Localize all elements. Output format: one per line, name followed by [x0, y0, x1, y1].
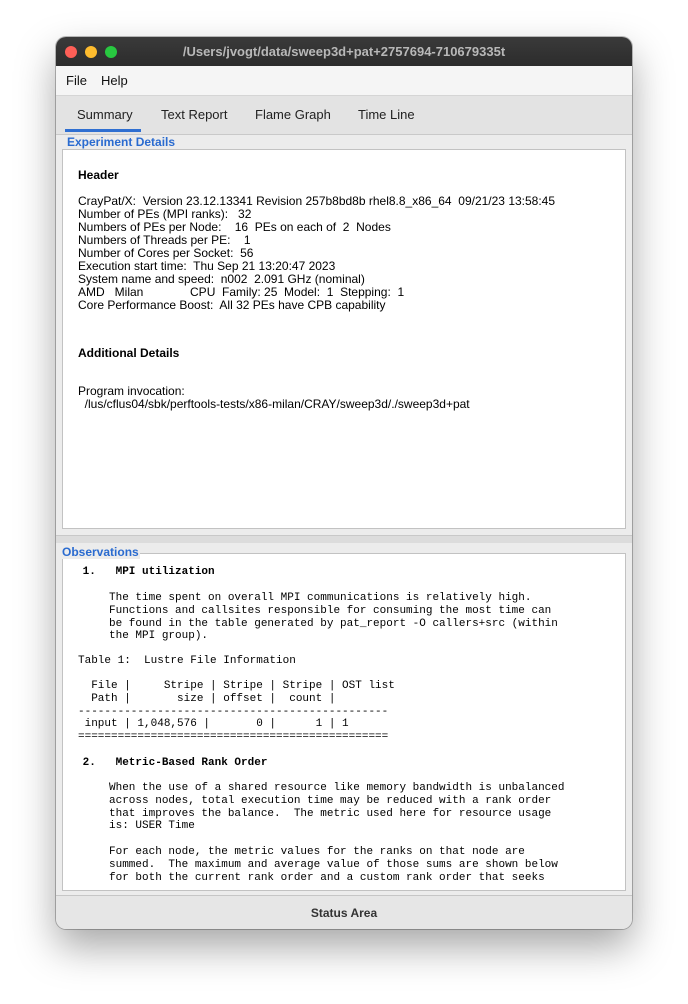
header-line: Numbers of PEs per Node: 16 PEs on each of 2 Nodes — [78, 220, 391, 234]
program-invocation — [78, 385, 470, 411]
title-bar[interactable] — [56, 37, 632, 66]
tab-time-line[interactable]: Time Line — [358, 107, 415, 122]
tab-text-report[interactable]: Text Report — [161, 107, 228, 122]
header-line: Number of PEs (MPI ranks): 32 — [78, 207, 252, 221]
header-line: Core Performance Boost: All 32 PEs have CPB capability — [78, 298, 386, 312]
observation-1-heading: 1. MPI utilization — [76, 566, 215, 578]
invocation-label: Program invocation: — [78, 384, 185, 398]
status-area: Status Area — [56, 895, 632, 929]
active-tab-indicator — [65, 129, 141, 132]
lustre-file-table: File | Stripe | Stripe | Stripe | OST list Path | size | offset | count | ----------------------------------------------- input | 1,048,576 | 0 | 1 | 1 =============================================== — [78, 680, 395, 744]
observation-2-heading: 2. Metric-Based Rank Order — [76, 757, 268, 769]
observations-label: Observations — [62, 545, 139, 559]
header-line: AMD Milan CPU Family: 25 Model: 1 Stepping: 1 — [78, 285, 405, 299]
invocation-path: /lus/cflus04/sbk/perftools-tests/x86-milan/CRAY/sweep3d/./sweep3d+pat — [78, 397, 470, 411]
header-line: Number of Cores per Socket: 56 — [78, 246, 254, 260]
observations-panel — [56, 543, 632, 895]
experiment-details-panel — [56, 135, 632, 535]
menu-bar — [56, 66, 632, 96]
app-window — [56, 37, 632, 929]
table-caption: Table 1: Lustre File Information — [78, 655, 296, 667]
header-line: CrayPat/X: Version 23.12.13341 Revision 257b8bd8b rhel8.8_x86_64 09/21/23 13:58:45 — [78, 194, 556, 208]
observation-2-body: When the use of a shared resource like memory bandwidth is unbalanced across nodes, total execution time may be reduced with a rank order that improves the balance. The metric used here for resource usage is: USER Time For each node, the metric values for the ranks on that node are summed. The maximum and average value of those sums are shown below for both the current rank order and a custom rank order that seeks — [109, 782, 565, 884]
additional-details-title: Additional Details — [78, 346, 180, 360]
observations-frame[interactable] — [62, 553, 626, 891]
menu-help[interactable]: Help — [101, 73, 128, 88]
header-line: Execution start time: Thu Sep 21 13:20:47 2023 — [78, 259, 336, 273]
header-details — [78, 195, 555, 312]
tab-bar — [56, 96, 632, 135]
experiment-details-frame — [62, 149, 626, 529]
header-line: Numbers of Threads per PE: 1 — [78, 233, 251, 247]
header-line: System name and speed: n002 2.091 GHz (nominal) — [78, 272, 365, 286]
window-title: /Users/jvogt/data/sweep3d+pat+2757694-710679335t — [182, 44, 506, 59]
menu-file[interactable]: File — [66, 73, 87, 88]
observation-1-body: The time spent on overall MPI communications is relatively high. Functions and callsites responsible for consuming the most time can be found in the table generated by pat_report -O callers+src (within the MPI group). — [109, 592, 558, 643]
experiment-details-label: Experiment Details — [67, 135, 176, 149]
tab-summary[interactable]: Summary — [77, 107, 133, 122]
header-title: Header — [78, 168, 119, 182]
tab-flame-graph[interactable]: Flame Graph — [255, 107, 331, 122]
